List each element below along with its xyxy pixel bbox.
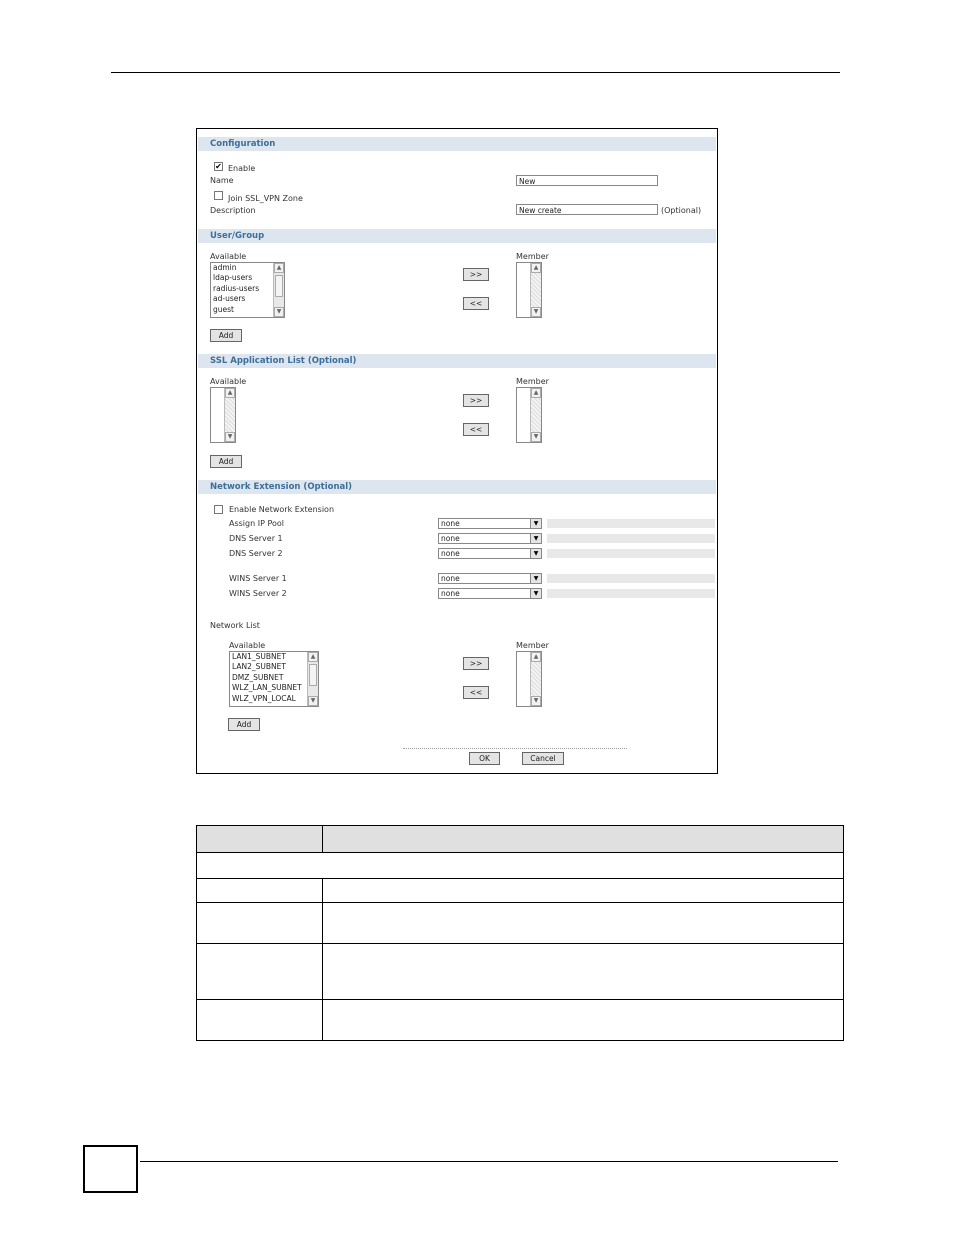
network-list-add-button[interactable]: Add bbox=[228, 718, 260, 731]
list-item[interactable]: ldap-users bbox=[213, 273, 253, 283]
scroll-up-icon[interactable]: ▲ bbox=[531, 652, 541, 662]
scroll-down-icon[interactable]: ▼ bbox=[308, 696, 318, 706]
table-row bbox=[197, 903, 844, 944]
scroll-up-icon[interactable]: ▲ bbox=[531, 388, 541, 398]
join-ssl-vpn-zone-label: Join SSL_VPN Zone bbox=[228, 194, 303, 203]
scrollbar[interactable] bbox=[273, 263, 284, 317]
assign-ip-pool-value: none bbox=[441, 519, 460, 528]
wins-server-1-label: WINS Server 1 bbox=[229, 574, 287, 583]
wins-server-1-disabled-field bbox=[547, 574, 715, 583]
wins-server-2-select[interactable] bbox=[438, 588, 542, 599]
table-row bbox=[197, 944, 844, 1000]
dns-server-2-disabled-field bbox=[547, 549, 715, 558]
scroll-up-icon[interactable]: ▲ bbox=[308, 652, 318, 662]
ssl-app-available-label: Available bbox=[210, 377, 247, 386]
scroll-thumb[interactable] bbox=[275, 275, 283, 297]
table-cell bbox=[197, 879, 323, 903]
ssl-app-available-list[interactable] bbox=[210, 387, 236, 443]
list-item[interactable]: LAN2_SUBNET bbox=[232, 662, 286, 672]
dns-server-2-select[interactable] bbox=[438, 548, 542, 559]
network-list-member-list[interactable] bbox=[516, 651, 542, 707]
join-ssl-vpn-zone-checkbox[interactable] bbox=[214, 191, 223, 200]
wins-server-2-disabled-field bbox=[547, 589, 715, 598]
network-list-move-right-button[interactable]: >> bbox=[463, 657, 489, 670]
ok-button[interactable]: OK bbox=[469, 752, 500, 765]
list-item[interactable]: guest bbox=[213, 304, 234, 314]
scroll-down-icon[interactable]: ▼ bbox=[274, 307, 284, 317]
dns-server-2-label: DNS Server 2 bbox=[229, 549, 283, 558]
ssl-app-section-header: SSL Application List (Optional) bbox=[198, 354, 716, 368]
network-extension-section-header: Network Extension (Optional) bbox=[198, 480, 716, 494]
enable-network-extension-label: Enable Network Extension bbox=[229, 505, 335, 514]
scroll-thumb[interactable] bbox=[309, 664, 317, 686]
dns-server-1-select[interactable] bbox=[438, 533, 542, 544]
description-label: Description bbox=[210, 206, 256, 215]
table-cell bbox=[197, 944, 323, 1000]
scroll-up-icon[interactable]: ▲ bbox=[225, 388, 235, 398]
chevron-down-icon[interactable]: ▼ bbox=[530, 549, 541, 558]
chevron-down-icon[interactable]: ▼ bbox=[530, 519, 541, 528]
list-item[interactable]: ad-users bbox=[213, 294, 246, 304]
table-cell bbox=[323, 903, 844, 944]
wins-server-1-select[interactable] bbox=[438, 573, 542, 584]
list-item[interactable]: admin bbox=[213, 263, 237, 272]
table-header-cell bbox=[323, 826, 844, 853]
scrollbar[interactable] bbox=[224, 388, 235, 442]
assign-ip-pool-label: Assign IP Pool bbox=[229, 519, 284, 528]
ssl-app-move-right-button[interactable]: >> bbox=[463, 394, 489, 407]
scrollbar[interactable] bbox=[307, 652, 318, 706]
ssl-app-move-left-button[interactable]: << bbox=[463, 423, 489, 436]
ssl-app-add-button[interactable]: Add bbox=[210, 455, 242, 468]
network-list-available-label: Available bbox=[229, 641, 266, 650]
enable-network-extension-checkbox[interactable] bbox=[214, 505, 223, 514]
table-cell bbox=[197, 1000, 323, 1041]
scrollbar[interactable] bbox=[530, 652, 541, 706]
page-number-box bbox=[83, 1145, 138, 1193]
configuration-section-header: Configuration bbox=[198, 137, 716, 151]
table-header-row bbox=[197, 826, 844, 853]
field-description-table bbox=[196, 825, 844, 1041]
header-rule bbox=[111, 72, 840, 73]
table-row bbox=[197, 853, 844, 879]
user-group-available-list[interactable] bbox=[210, 262, 285, 318]
network-list-move-left-button[interactable]: << bbox=[463, 686, 489, 699]
wins-server-2-label: WINS Server 2 bbox=[229, 589, 287, 598]
button-divider bbox=[403, 748, 627, 749]
network-list-label: Network List bbox=[210, 621, 260, 630]
table-row bbox=[197, 879, 844, 903]
enable-label: Enable bbox=[228, 164, 256, 173]
dns-server-2-value: none bbox=[441, 549, 460, 558]
scroll-up-icon[interactable]: ▲ bbox=[531, 263, 541, 273]
enable-checkbox[interactable]: ✔ bbox=[215, 162, 222, 171]
user-group-move-left-button[interactable]: << bbox=[463, 297, 489, 310]
description-field[interactable]: New create bbox=[516, 204, 658, 215]
wins-server-1-value: none bbox=[441, 574, 460, 583]
scroll-down-icon[interactable]: ▼ bbox=[531, 307, 541, 317]
table-cell bbox=[323, 879, 844, 903]
list-item[interactable]: WLZ_LAN_SUBNET bbox=[232, 683, 302, 693]
network-list-member-label: Member bbox=[516, 641, 549, 650]
table-row bbox=[197, 1000, 844, 1041]
user-group-member-list[interactable] bbox=[516, 262, 542, 318]
network-list-available-list[interactable] bbox=[229, 651, 319, 707]
user-group-member-label: Member bbox=[516, 252, 549, 261]
scroll-up-icon[interactable]: ▲ bbox=[274, 263, 284, 273]
dns-server-1-label: DNS Server 1 bbox=[229, 534, 283, 543]
list-item[interactable]: DMZ_SUBNET bbox=[232, 672, 284, 682]
user-group-move-right-button[interactable]: >> bbox=[463, 268, 489, 281]
chevron-down-icon[interactable]: ▼ bbox=[530, 589, 541, 598]
scrollbar[interactable] bbox=[530, 388, 541, 442]
table-header-cell bbox=[197, 826, 323, 853]
table-cell bbox=[197, 903, 323, 944]
description-optional-note: (Optional) bbox=[661, 206, 702, 215]
user-group-section-header: User/Group bbox=[198, 229, 716, 243]
assign-ip-pool-select[interactable] bbox=[438, 518, 542, 529]
name-label: Name bbox=[210, 176, 234, 185]
scrollbar[interactable] bbox=[530, 263, 541, 317]
list-item[interactable]: WLZ_VPN_LOCAL bbox=[232, 693, 296, 703]
dns-server-1-value: none bbox=[441, 534, 460, 543]
chevron-down-icon[interactable]: ▼ bbox=[530, 534, 541, 543]
list-item[interactable]: radius-users bbox=[213, 283, 260, 293]
wins-server-2-value: none bbox=[441, 589, 460, 598]
assign-ip-pool-disabled-field bbox=[547, 519, 715, 528]
user-group-available-label: Available bbox=[210, 252, 247, 261]
list-item[interactable]: LAN1_SUBNET bbox=[232, 652, 286, 661]
ssl-app-member-list[interactable] bbox=[516, 387, 542, 443]
ssl-app-member-label: Member bbox=[516, 377, 549, 386]
table-cell bbox=[323, 944, 844, 1000]
scroll-down-icon[interactable]: ▼ bbox=[531, 432, 541, 442]
scroll-down-icon[interactable]: ▼ bbox=[225, 432, 235, 442]
cancel-button[interactable]: Cancel bbox=[522, 752, 564, 765]
ssl-access-policy-edit-screen bbox=[196, 128, 718, 774]
table-cell bbox=[197, 853, 844, 879]
chevron-down-icon[interactable]: ▼ bbox=[530, 574, 541, 583]
table-cell bbox=[323, 1000, 844, 1041]
scroll-down-icon[interactable]: ▼ bbox=[531, 696, 541, 706]
user-group-add-button[interactable]: Add bbox=[210, 329, 242, 342]
dns-server-1-disabled-field bbox=[547, 534, 715, 543]
name-field[interactable]: New bbox=[516, 175, 658, 186]
footer-rule bbox=[140, 1161, 838, 1162]
